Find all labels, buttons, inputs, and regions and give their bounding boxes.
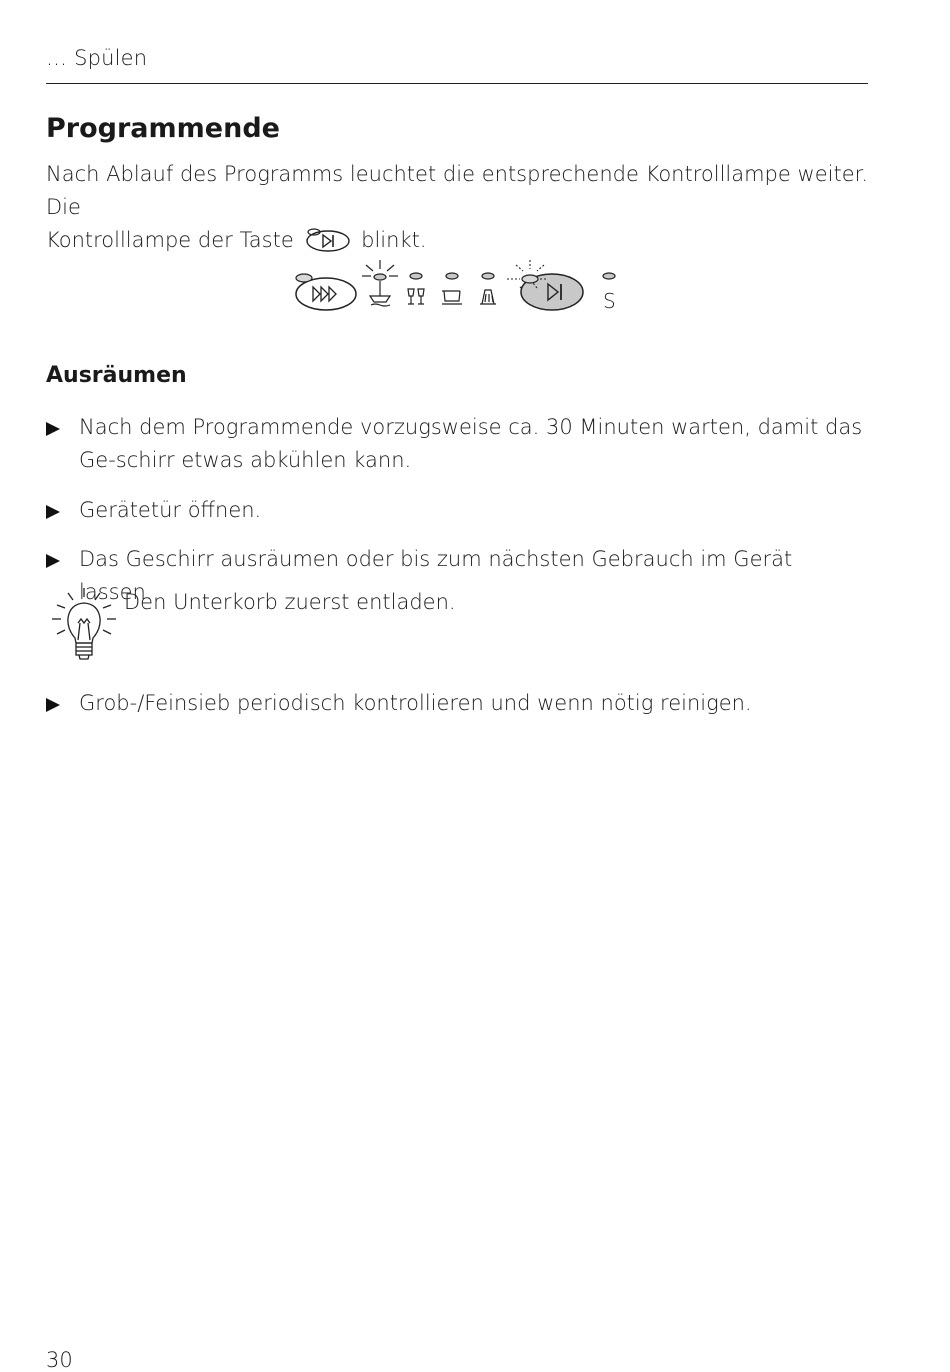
intensive-program-lamp-lit-icon bbox=[362, 260, 398, 306]
skip-key-icon bbox=[303, 227, 351, 253]
program-select-button-icon bbox=[296, 274, 356, 310]
s-indicator-label: S bbox=[603, 289, 616, 313]
bullet-arrow-icon bbox=[46, 698, 60, 712]
glass-program-lamp-icon bbox=[408, 273, 424, 304]
header-rule bbox=[46, 83, 868, 84]
rinse-program-lamp-icon bbox=[480, 273, 496, 304]
step-text: Grob-/Feinsieb periodisch kontrollieren und wenn nötig reinigen. bbox=[79, 691, 752, 715]
page-number: 30 bbox=[46, 1348, 73, 1372]
bullet-arrow-icon bbox=[46, 422, 60, 436]
step-text: Das Geschirr ausräumen oder bis zum nächsten Gebrauch im Gerät lassen. bbox=[79, 547, 793, 604]
list-item bbox=[46, 687, 868, 720]
control-panel-illustration bbox=[294, 252, 634, 324]
section-title-programmende: Programmende bbox=[46, 113, 280, 144]
bullet-arrow-icon bbox=[46, 554, 60, 568]
intro-line-2-start: Kontrolllampe der Taste bbox=[46, 228, 294, 252]
cup-program-lamp-icon bbox=[442, 273, 462, 304]
tip-text: Den Unterkorb zuerst entladen. bbox=[124, 590, 456, 614]
bullet-arrow-icon bbox=[46, 505, 60, 519]
intro-line-2-end: blinkt. bbox=[361, 228, 427, 252]
running-head: … Spülen bbox=[46, 46, 148, 70]
list-item bbox=[46, 494, 868, 527]
list-item bbox=[46, 411, 868, 477]
intro-line-1: Nach Ablauf des Programms leuchtet die entsprechende Kontrolllampe weiter. Die bbox=[46, 162, 868, 219]
intro-paragraph bbox=[46, 158, 868, 257]
s-indicator-lamp-icon bbox=[603, 273, 615, 279]
lightbulb-tip-icon bbox=[48, 585, 120, 665]
step-text: Nach dem Programmende vorzugsweise ca. 30 Minuten warten, damit das Ge-schirr etwas abkühlen kann. bbox=[79, 415, 863, 472]
skip-button-blinking-icon bbox=[507, 260, 583, 310]
section-title-ausraeumen: Ausräumen bbox=[46, 363, 187, 388]
step-text: Gerätetür öffnen. bbox=[79, 498, 262, 522]
